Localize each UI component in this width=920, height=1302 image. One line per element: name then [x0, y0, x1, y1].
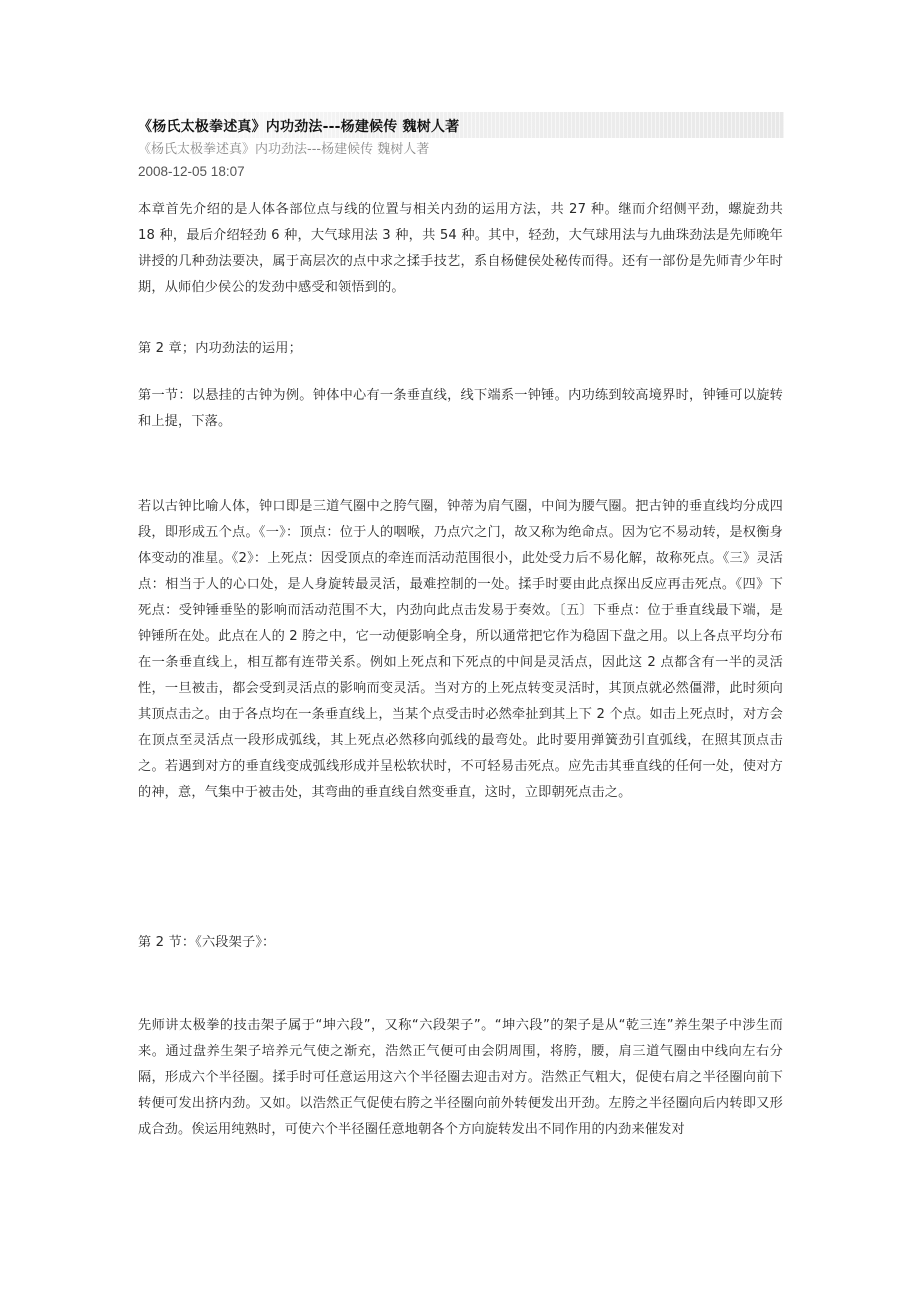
intro-paragraph: 本章首先介绍的是人体各部位点与线的位置与相关内劲的运用方法，共 27 种。继而介绍侧平劲，螺旋劲共 18 种，最后介绍轻劲 6 种，大气球用法 3 种，共 54 种。其中，轻劲，大气球用法与九曲珠劲法是先师晚年讲授的几种劲法要决，属于高层次的点中求之揉手技艺，系自杨健侯处秘传而得。还有一部份是先师青少年时期，从师伯少侯公的发劲中感受和领悟到的。 [138, 202, 783, 295]
section-1-paragraph: 第一节：以悬挂的古钟为例。钟体中心有一条垂直线，线下端系一钟锤。内功练到较高境界时，钟锤可以旋转和上提，下落。 [138, 388, 783, 429]
section-2-heading: 第 2 节：《六段架子》： [138, 935, 276, 950]
bell-analogy-paragraph: 若以古钟比喻人体，钟口即是三道气圈中之胯气圈，钟蒂为肩气圈，中间为腰气圈。把古钟的垂直线均分成四段，即形成五个点。《一》：顶点：位于人的咽喉，乃点穴之门，故又称为绝命点。因为它不易动转，是权衡身体变动的准星。《2》：上死点：因受顶点的牵连而活动范围很小，此处受力后不易化解，故称死点。《三》灵活点：相当于人的心口处，是人身旋转最灵活，最难控制的一处。揉手时要由此点探出反应再击死点。《四》下死点：受钟锤垂坠的影响而活动范围不大，内劲向此点击发易于奏效。〔五〕下垂点：位于垂直线最下端，是钟锤所在处。此点在人的 2 胯之中，它一动便影响全身，所以通常把它作为稳固下盘之用。以上各点平均分布在一条垂直线上，相互都有连带关系。例如上死点和下死点的中间是灵活点，因此这 2 点都含有一半的灵活性，一旦被击，都会受到灵活点的影响而变灵活。当对方的上死点转变灵活时，其顶点就必然僵滞，此时须向其顶点击之。由于各点均在一条垂直线上，当某个点受击时必然牵扯到其上下 2 个点。如击上死点时，对方会在顶点至灵活点一段形成弧线，其上死点必然移向弧线的最弯处。此时要用弹簧劲引直弧线，在照其顶点击之。若遇到对方的垂直线变成弧线形成并呈松软状时，不可轻易击死点。应先击其垂直线的任何一处，使对方的神，意，气集中于被击处，其弯曲的垂直线自然变垂直，这时，立即朝死点击之。 [138, 499, 783, 800]
article-subtitle: 《杨氏太极拳述真》内功劲法---杨建候传 魏树人著 [138, 142, 430, 157]
article [138, 112, 783, 1137]
six-sections-paragraph: 先师讲太极拳的技击架子属于“坤六段”，又称“六段架子”。“坤六段”的架子是从“乾三连”养生架子中涉生而来。通过盘养生架子培养元气使之渐充，浩然正气便可由会阴周围，将胯，腰，肩三道气圈由中线向左右分隔，形成六个半径圈。揉手时可任意运用这六个半径圈去迎击对方。浩然正气粗大，促使右肩之半径圈向前下转便可发出挤内劲。又如。以浩然正气促使右胯之半径圈向前外转便发出开劲。左胯之半径圈向后内转即又形成合劲。俟运用纯熟时，可使六个半径圈任意地朝各个方向旋转发出不同作用的内劲来催发对 [138, 1018, 783, 1137]
post-date: 2008-12-05 18:07 [138, 164, 245, 179]
title-bar [136, 112, 784, 138]
chapter-2-heading: 第 2 章；内功劲法的运用； [138, 341, 302, 356]
article-title: 《杨氏太极拳述真》内功劲法---杨建候传 魏树人著 [138, 119, 460, 135]
